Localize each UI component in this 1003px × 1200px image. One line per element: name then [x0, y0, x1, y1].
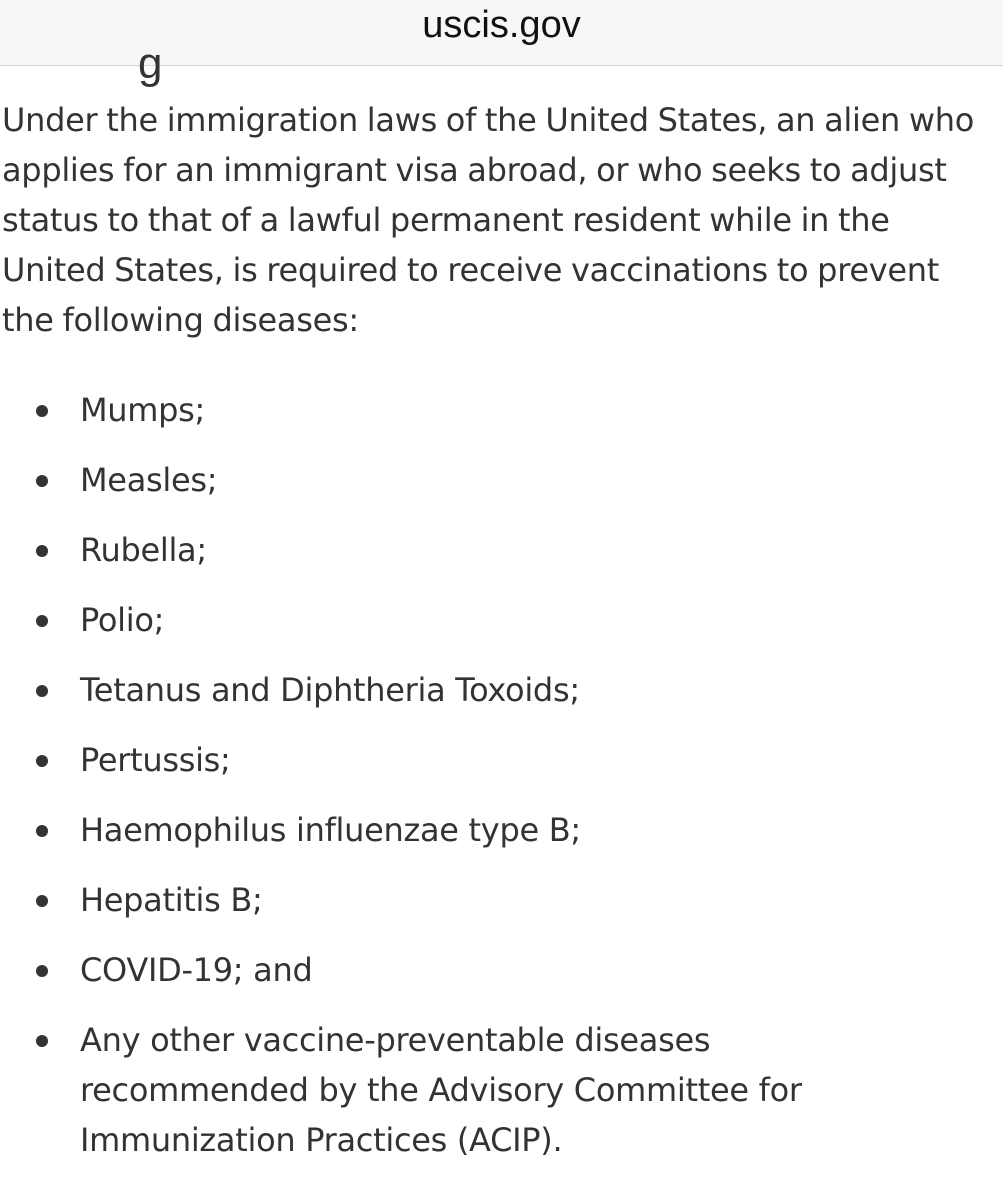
list-item-text: COVID-19; and: [80, 951, 313, 989]
bullet-icon: [36, 475, 48, 487]
list-item: [0, 665, 1003, 715]
list-item-text: Mumps;: [80, 391, 206, 429]
list-item-text: Measles;: [80, 461, 218, 499]
url-text[interactable]: uscis.gov: [422, 4, 581, 46]
bullet-icon: [36, 405, 48, 417]
list-item-text: Hepatitis B;: [80, 881, 263, 919]
intro-paragraph: Under the immigration laws of the United States, an alien who applies for an immigrant visa abroad, or who seeks to adjust status to that of a lawful permanent resident while in the United States, is required to receive vaccinations to prevent the following diseases:: [2, 101, 974, 339]
list-item: [0, 525, 1003, 575]
bullet-icon: [36, 965, 48, 977]
article-content: [0, 95, 1003, 1159]
bullet-icon: [36, 755, 48, 767]
list-item: [0, 595, 1003, 645]
list-item: [0, 385, 1003, 435]
bullet-icon: [36, 545, 48, 557]
list-item: [0, 805, 1003, 855]
bullet-icon: [36, 685, 48, 697]
bullet-icon: [36, 825, 48, 837]
list-item-text: Any other vaccine-preventable diseases recommended by the Advisory Committee for Immunization Practices (ACIP).: [80, 1021, 802, 1159]
list-item: [0, 945, 1003, 995]
bullet-icon: [36, 1035, 48, 1047]
heading-fragment-glyph: g: [138, 39, 163, 88]
list-item-text: Rubella;: [80, 531, 207, 569]
list-item-text: Haemophilus influenzae type B;: [80, 811, 581, 849]
list-item-text: Tetanus and Diphtheria Toxoids;: [80, 671, 580, 709]
list-item: [0, 1015, 1003, 1165]
disease-list: [0, 385, 1003, 1185]
scrolled-heading-fragment: [0, 39, 1003, 88]
bullet-icon: [36, 615, 48, 627]
list-item: [0, 875, 1003, 925]
list-item-text: Polio;: [80, 601, 165, 639]
list-item: [0, 455, 1003, 505]
list-item-text: Pertussis;: [80, 741, 231, 779]
bullet-icon: [36, 895, 48, 907]
list-item: [0, 735, 1003, 785]
